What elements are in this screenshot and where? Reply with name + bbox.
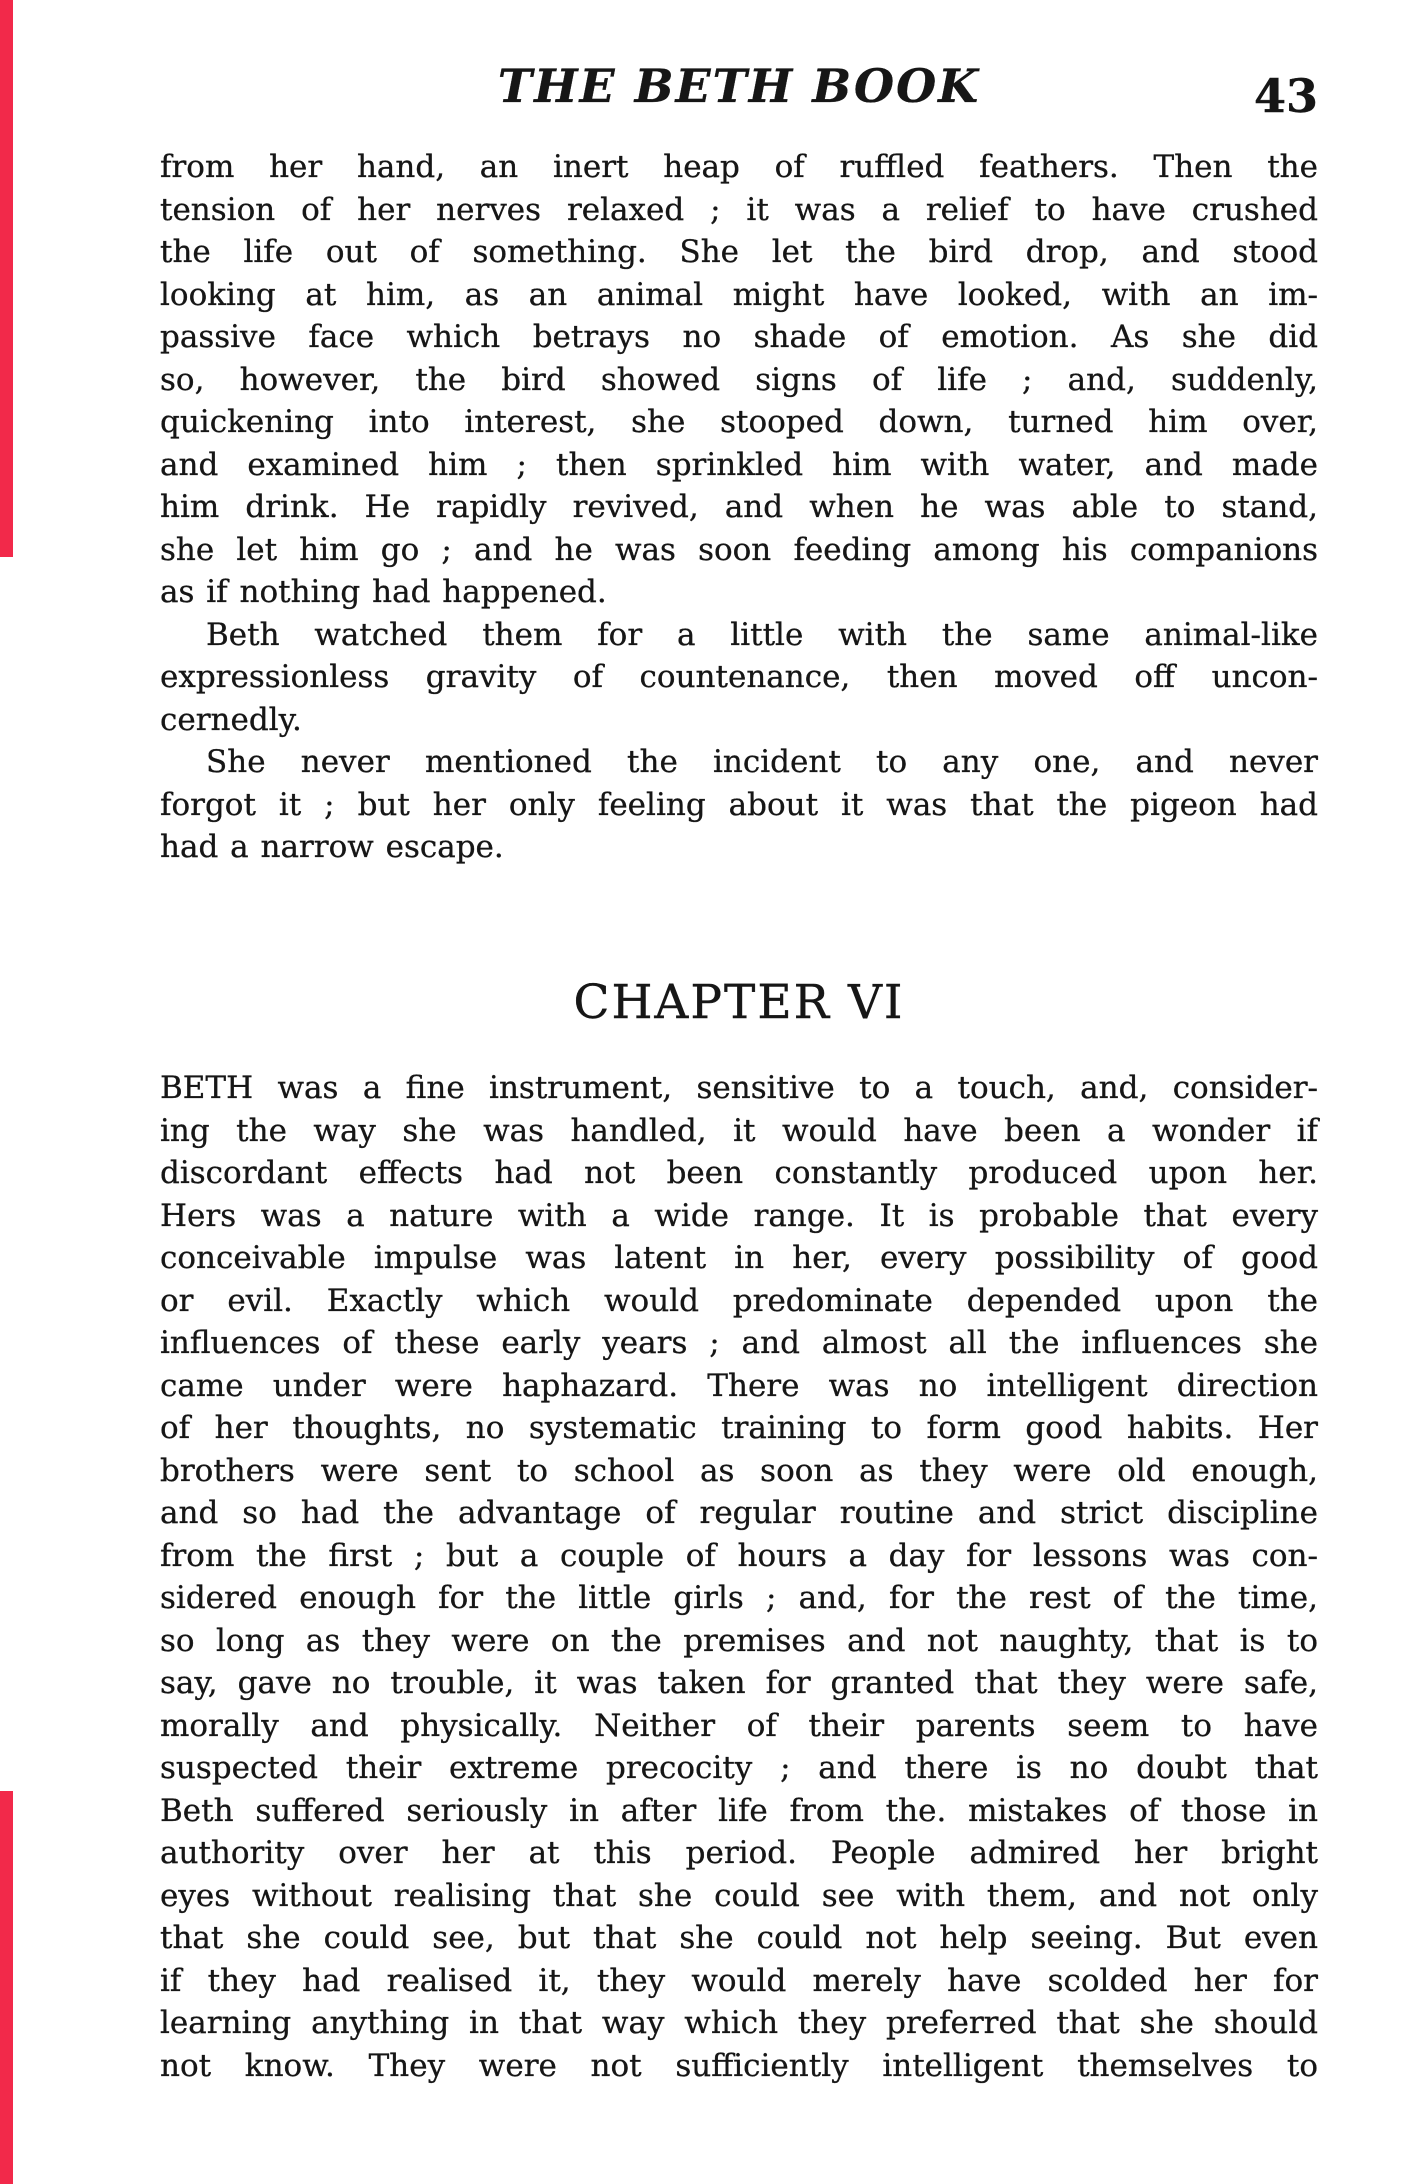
- text-line: say, gave no trouble, it was taken for granted that they were safe,: [160, 1665, 1318, 1701]
- text-line: as if nothing had happened.: [160, 574, 607, 610]
- page-number: 43: [1253, 69, 1318, 123]
- text-line: tension of her nerves relaxed ; it was a relief to have crushed: [160, 191, 1318, 228]
- text-line: ing the way she was handled, it would have been a wonder if: [160, 1112, 1318, 1149]
- text-line: she let him go ; and he was soon feeding among his companions: [160, 531, 1318, 568]
- text-line: that she could see, but that she could not help seeing. But even: [160, 1920, 1318, 1956]
- text-line: had a narrow escape.: [160, 829, 504, 865]
- scan-edge-artifact-bottom: [0, 1791, 13, 2184]
- text-line: sidered enough for the little girls ; and, for the rest of the time,: [160, 1580, 1318, 1616]
- text-line: BETH was a fine instrument, sensitive to a touch, and, consider-: [160, 1070, 1318, 1106]
- body-text-after-heading: [160, 1067, 1318, 2087]
- text-line: cernedly.: [160, 701, 302, 738]
- body-text-before-heading: [160, 146, 1318, 869]
- text-line: influences of these early years ; and almost all the influences she: [160, 1325, 1318, 1361]
- text-line: quickening into interest, she stooped down, turned him over,: [160, 404, 1318, 440]
- text-line: the life out of something. She let the bird drop, and stood: [160, 234, 1318, 270]
- text-line: morally and physically. Neither of their parents seem to have: [160, 1707, 1318, 1744]
- text-line: and so had the advantage of regular routine and strict discipline: [160, 1495, 1318, 1531]
- text-line: of her thoughts, no systematic training to form good habits. Her: [160, 1410, 1318, 1446]
- text-line: from her hand, an inert heap of ruffled feathers. Then the: [160, 149, 1318, 185]
- running-header: [160, 56, 1318, 126]
- text-line: conceivable impulse was latent in her, every possibility of good: [160, 1240, 1318, 1276]
- text-line: so, however, the bird showed signs of life ; and, suddenly,: [160, 361, 1318, 398]
- text-line: authority over her at this period. People admired her bright: [160, 1835, 1318, 1871]
- text-line: so long as they were on the premises and not naughty, that is to: [160, 1622, 1318, 1659]
- text-line: brothers were sent to school as soon as they were old enough,: [160, 1452, 1318, 1489]
- running-title: THE BETH BOOK: [497, 59, 981, 113]
- text-line: She never mentioned the incident to any one, and never: [206, 744, 1318, 780]
- text-line: Beth watched them for a little with the same animal-like: [206, 616, 1318, 653]
- text-line: and examined him ; then sprinkled him with water, and made: [160, 446, 1318, 483]
- text-line: if they had realised it, they would merely have scolded her for: [160, 1962, 1318, 1999]
- text-line: or evil. Exactly which would predominate depended upon the: [160, 1282, 1318, 1319]
- text-line: passive face which betrays no shade of emotion. As she did: [160, 319, 1318, 355]
- scan-edge-artifact-top: [0, 0, 13, 557]
- paragraph: [160, 741, 1318, 869]
- text-line: not know. They were not sufficiently intelligent themselves to: [160, 2047, 1318, 2084]
- paragraph: [160, 1067, 1318, 2087]
- text-line: expressionless gravity of countenance, then moved off uncon-: [160, 659, 1318, 695]
- paragraph: [160, 614, 1318, 742]
- text-line: suspected their extreme precocity ; and there is no doubt that: [160, 1750, 1318, 1786]
- text-line: discordant effects had not been constantly produced upon her.: [160, 1155, 1318, 1191]
- text-line: forgot it ; but her only feeling about it was that the pigeon had: [160, 786, 1318, 823]
- text-line: Beth suffered seriously in after life from the. mistakes of those in: [160, 1792, 1318, 1829]
- text-line: him drink. He rapidly revived, and when he was able to stand,: [160, 489, 1318, 525]
- paragraph: [160, 146, 1318, 614]
- text-line: learning anything in that way which they preferred that she should: [160, 2005, 1318, 2041]
- text-line: eyes without realising that she could see with them, and not only: [160, 1877, 1318, 1914]
- text-line: looking at him, as an animal might have looked, with an im-: [160, 276, 1318, 313]
- chapter-heading: CHAPTER VI: [573, 975, 905, 1030]
- text-line: Hers was a nature with a wide range. It is probable that every: [160, 1197, 1318, 1234]
- text-line: from the first ; but a couple of hours a day for lessons was con-: [160, 1537, 1318, 1574]
- text-line: came under were haphazard. There was no intelligent direction: [160, 1367, 1318, 1404]
